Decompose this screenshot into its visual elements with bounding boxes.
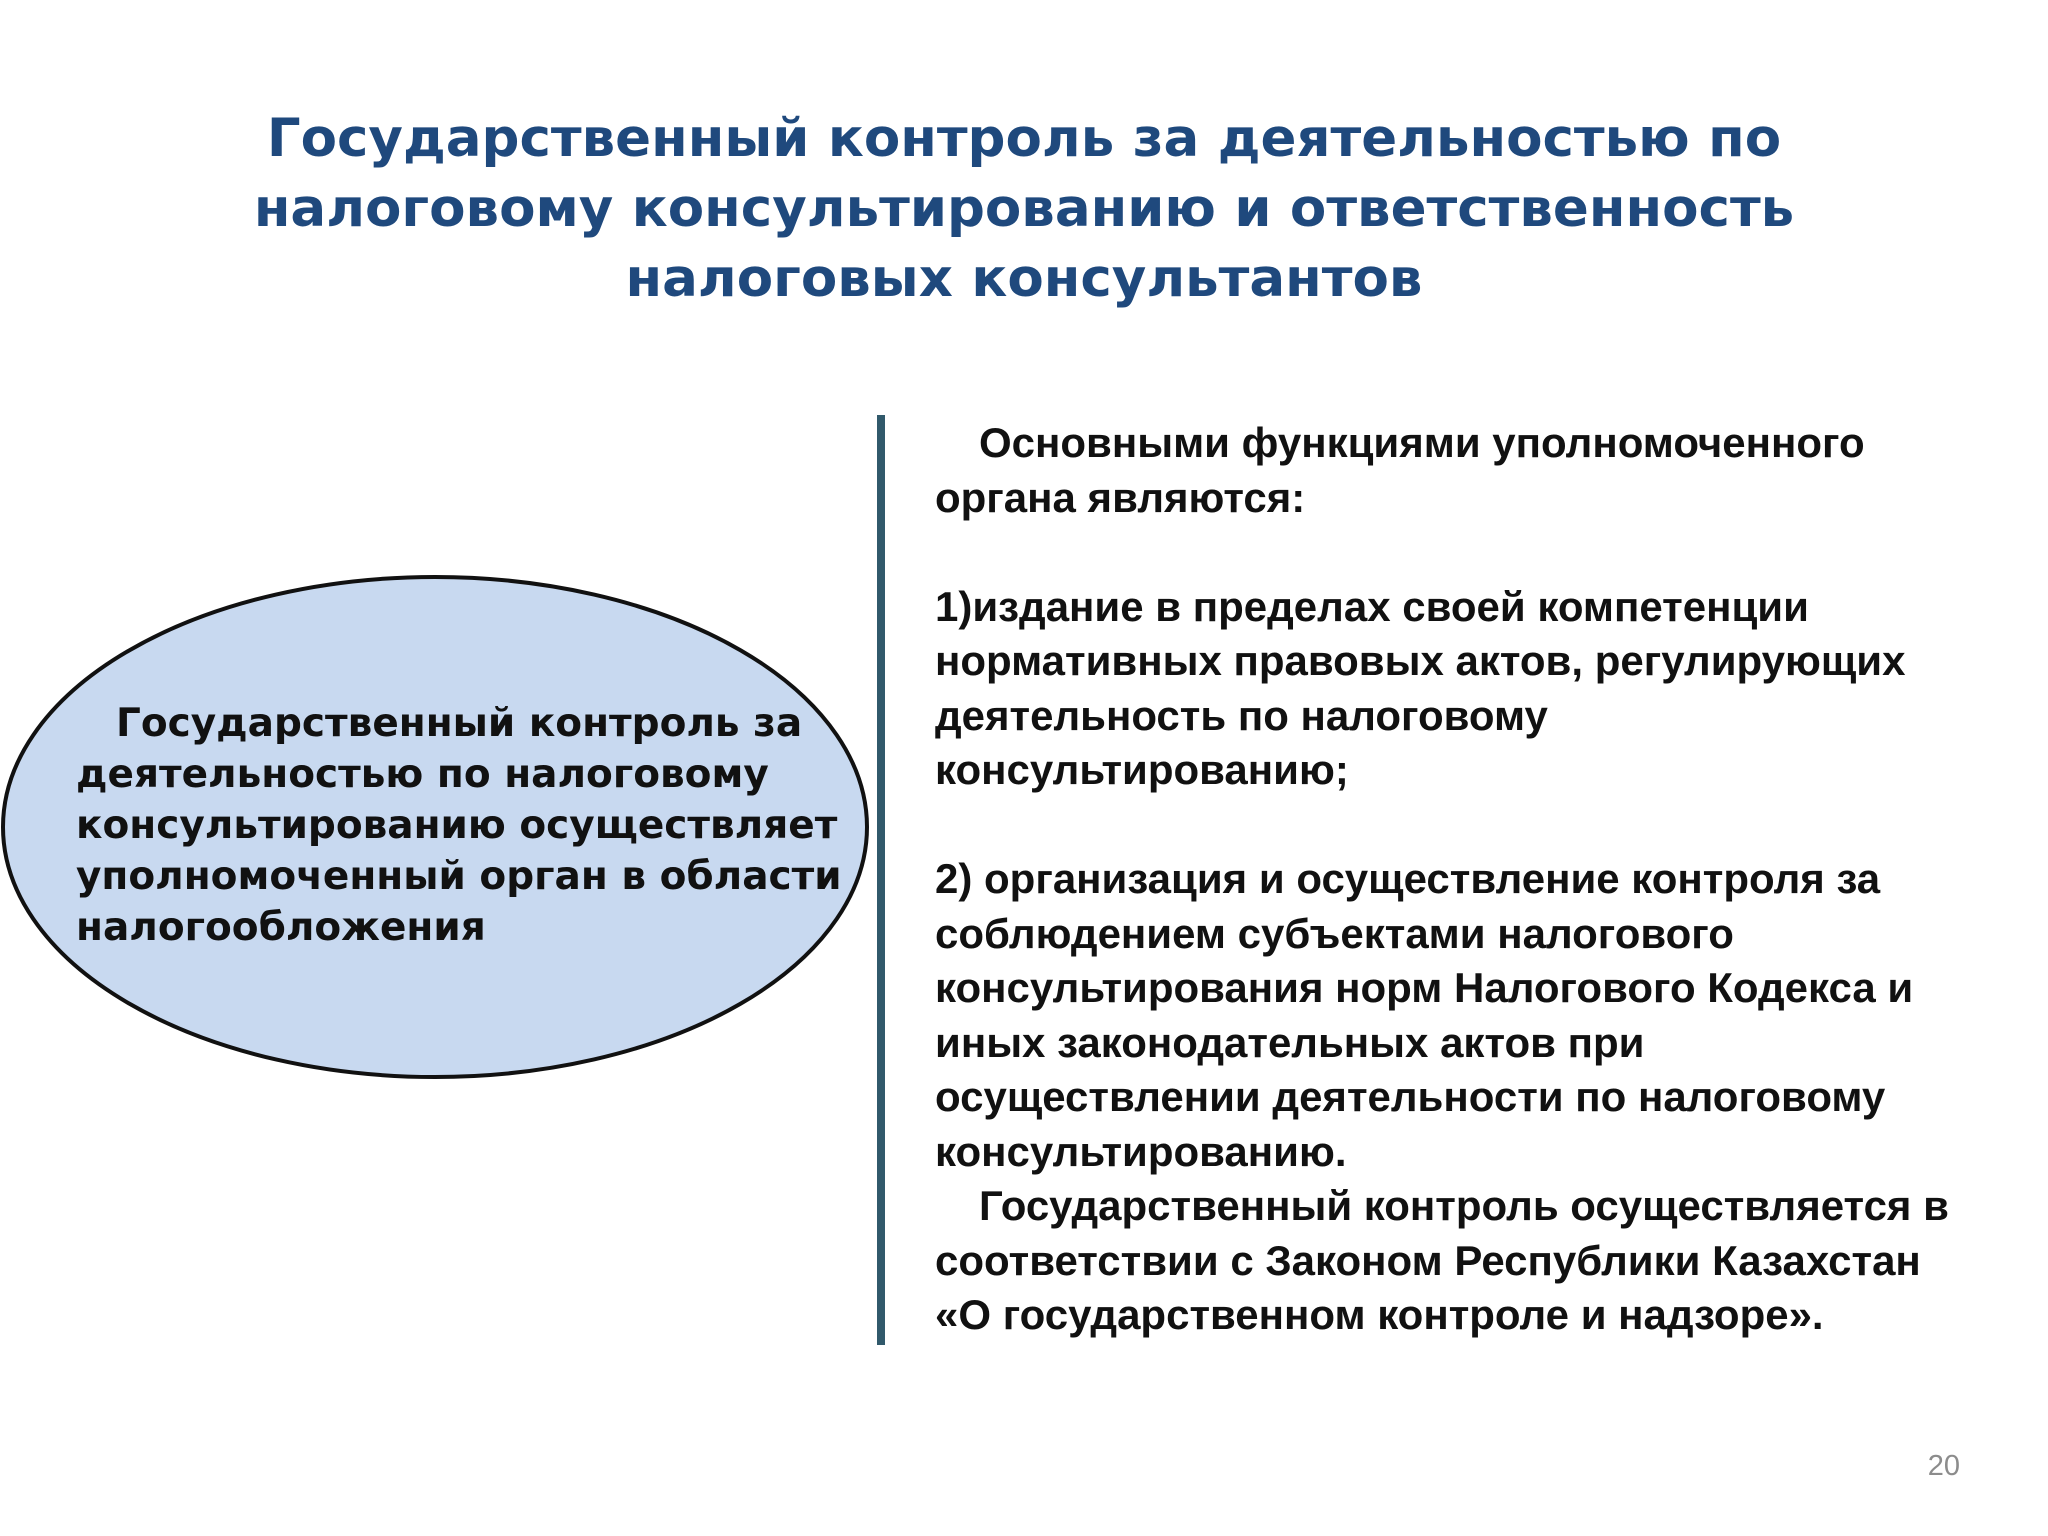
ellipse-text-line: Государственный контроль за xyxy=(116,701,803,746)
function-item-1-line: деятельность по налоговому xyxy=(935,691,1548,739)
function-item-1-line: 1)издание в пределах своей компетенции xyxy=(935,582,1809,630)
function-item-2-line: консультированию. xyxy=(935,1127,1347,1175)
function-item-2-line: соблюдением субъектами налогового xyxy=(935,909,1734,957)
legal-basis-line: Государственный контроль осуществляется в xyxy=(979,1182,1949,1229)
function-item-1-line: консультированию; xyxy=(935,746,1349,793)
function-item-2-line: 2) организация и осуществление контроля за xyxy=(935,855,1881,902)
function-item-1-line: нормативных правовых актов, регулирующих xyxy=(935,637,1906,684)
slide-title xyxy=(230,104,1818,314)
legal-basis-line: «О государственном контроле и надзоре». xyxy=(935,1291,1824,1338)
legal-basis-line: соответствии с Законом Республики Казахстан xyxy=(935,1236,1921,1284)
function-item-2-line: консультирования норм Налогового Кодекса и xyxy=(935,964,1914,1011)
ellipse-text-line: налогообложения xyxy=(76,905,486,950)
vertical-divider xyxy=(877,415,885,1345)
paragraph-spacer xyxy=(935,525,2035,580)
ellipse-text xyxy=(76,698,856,953)
paragraph-spacer xyxy=(935,798,2035,853)
title-line: налоговых консультантов xyxy=(625,248,1423,309)
ellipse-text-line: уполномоченный орган в области xyxy=(76,854,842,899)
ellipse-text-line: деятельностью по налоговому xyxy=(76,752,769,797)
ellipse-text-line: консультированию осуществляет xyxy=(76,803,838,848)
ellipse-callout xyxy=(0,574,870,1080)
page-number: 20 xyxy=(1927,1450,1960,1482)
function-item-2-line: осуществлении деятельности по налоговому xyxy=(935,1073,1886,1120)
title-line: налоговому консультированию и ответственность xyxy=(253,178,1795,239)
title-line: Государственный контроль за деятельностью по xyxy=(266,108,1782,169)
functions-intro-line: органа являются: xyxy=(935,473,1306,521)
functions-intro-line: Основными функциями уполномоченного xyxy=(979,419,1865,466)
function-item-2-line: иных законодательных актов при xyxy=(935,1018,1645,1066)
functions-text-block xyxy=(935,416,2035,1343)
